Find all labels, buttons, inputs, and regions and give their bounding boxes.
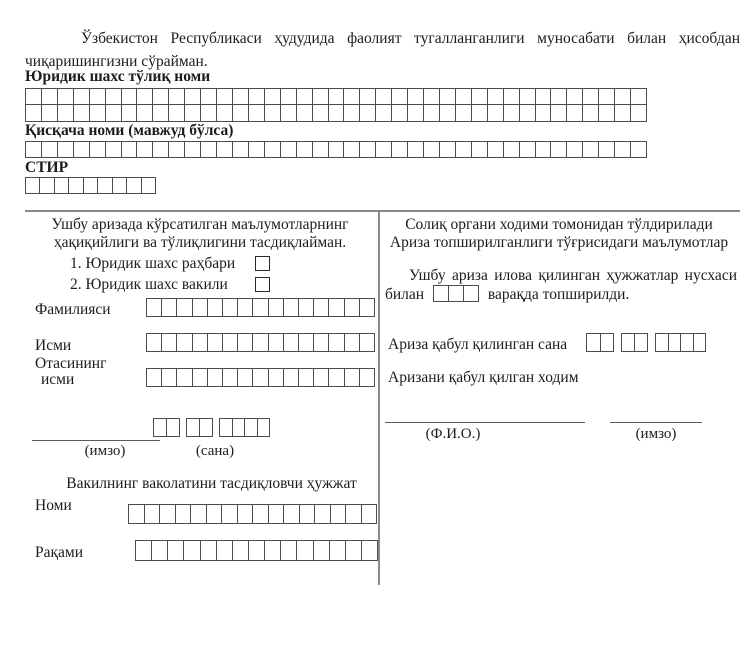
grid-cell[interactable] xyxy=(201,540,217,561)
grid-cell[interactable] xyxy=(223,368,238,387)
grid-cell[interactable] xyxy=(488,141,504,158)
representative-checkbox[interactable] xyxy=(255,277,270,292)
applicant-date-month-grid xyxy=(186,418,213,437)
grid-cell[interactable] xyxy=(58,88,74,105)
grid-cell[interactable] xyxy=(245,418,258,437)
applicant-signature-caption: (имзо) xyxy=(84,443,126,459)
given-name-grid xyxy=(146,333,375,352)
grid-cell[interactable] xyxy=(153,88,169,105)
grid-cell[interactable] xyxy=(185,88,201,105)
attachment-text-after: варақда топширилди. xyxy=(487,286,630,303)
grid-cell[interactable] xyxy=(583,88,599,105)
grid-cell[interactable] xyxy=(233,540,249,561)
grid-cell[interactable] xyxy=(376,105,392,122)
grid-cell[interactable] xyxy=(331,504,347,524)
grid-cell[interactable] xyxy=(193,298,208,317)
grid-cell[interactable] xyxy=(440,88,456,105)
stir-grid xyxy=(25,177,156,194)
grid-cell[interactable] xyxy=(208,368,223,387)
patronymic-label-line2: исми xyxy=(41,371,75,388)
grid-cell[interactable] xyxy=(233,418,246,437)
grid-cell[interactable] xyxy=(424,141,440,158)
stir-label: СТИР xyxy=(25,159,69,176)
grid-cell[interactable] xyxy=(106,105,122,122)
grid-cell[interactable] xyxy=(621,333,635,352)
full-name-grid-row-1 xyxy=(25,88,647,105)
doc-name-label: Номи xyxy=(35,497,72,514)
grid-cell[interactable] xyxy=(408,105,424,122)
grid-cell[interactable] xyxy=(135,540,152,561)
grid-cell[interactable] xyxy=(360,368,375,387)
grid-cell[interactable] xyxy=(74,105,90,122)
grid-cell[interactable] xyxy=(315,504,331,524)
grid-cell[interactable] xyxy=(297,105,313,122)
grid-cell[interactable] xyxy=(440,105,456,122)
grid-cell[interactable] xyxy=(362,540,378,561)
grid-cell[interactable] xyxy=(329,88,345,105)
grid-cell[interactable] xyxy=(360,141,376,158)
grid-cell[interactable] xyxy=(329,105,345,122)
grid-cell[interactable] xyxy=(253,504,269,524)
grid-cell[interactable] xyxy=(329,141,345,158)
grid-cell[interactable] xyxy=(162,333,177,352)
grid-cell[interactable] xyxy=(297,141,313,158)
grid-cell[interactable] xyxy=(599,105,615,122)
grid-cell[interactable] xyxy=(472,105,488,122)
grid-cell[interactable] xyxy=(635,333,648,352)
grid-cell[interactable] xyxy=(162,298,177,317)
grid-cell[interactable] xyxy=(185,141,201,158)
grid-cell[interactable] xyxy=(376,141,392,158)
grid-cell[interactable] xyxy=(168,540,184,561)
grid-cell[interactable] xyxy=(137,141,153,158)
grid-cell[interactable] xyxy=(191,504,207,524)
grid-cell[interactable] xyxy=(25,105,42,122)
grid-cell[interactable] xyxy=(313,141,329,158)
grid-cell[interactable] xyxy=(177,298,192,317)
grid-cell[interactable] xyxy=(281,105,297,122)
receipt-date-label: Ариза қабул қилинган сана xyxy=(388,336,568,353)
grid-cell[interactable] xyxy=(219,418,233,437)
grid-cell[interactable] xyxy=(223,333,238,352)
officer-fio-caption: (Ф.И.О.) xyxy=(425,426,481,442)
grid-cell[interactable] xyxy=(169,105,185,122)
section-divider xyxy=(25,210,740,212)
grid-cell[interactable] xyxy=(69,177,83,194)
grid-cell[interactable] xyxy=(345,333,360,352)
grid-cell[interactable] xyxy=(472,141,488,158)
grid-cell[interactable] xyxy=(300,504,316,524)
grid-cell[interactable] xyxy=(145,504,161,524)
grid-cell[interactable] xyxy=(297,540,313,561)
grid-cell[interactable] xyxy=(536,88,552,105)
grid-cell[interactable] xyxy=(193,368,208,387)
grid-cell[interactable] xyxy=(208,298,223,317)
grid-cell[interactable] xyxy=(329,298,344,317)
grid-cell[interactable] xyxy=(233,88,249,105)
given-name-label: Исми xyxy=(35,337,72,354)
option-representative-label: 2. Юридик шахс вакили xyxy=(70,276,228,293)
grid-cell[interactable] xyxy=(392,88,408,105)
grid-cell[interactable] xyxy=(329,333,344,352)
grid-cell[interactable] xyxy=(504,88,520,105)
grid-cell[interactable] xyxy=(269,333,284,352)
grid-cell[interactable] xyxy=(536,105,552,122)
grid-cell[interactable] xyxy=(193,333,208,352)
grid-cell[interactable] xyxy=(249,88,265,105)
grid-cell[interactable] xyxy=(314,333,329,352)
grid-cell[interactable] xyxy=(238,333,253,352)
grid-cell[interactable] xyxy=(360,105,376,122)
grid-cell[interactable] xyxy=(330,540,346,561)
grid-cell[interactable] xyxy=(233,141,249,158)
officer-signature-line[interactable] xyxy=(610,422,702,423)
surname-grid xyxy=(146,298,375,317)
patronymic-grid xyxy=(146,368,375,387)
grid-cell[interactable] xyxy=(345,368,360,387)
grid-cell[interactable] xyxy=(433,285,449,302)
grid-cell[interactable] xyxy=(583,105,599,122)
grid-cell[interactable] xyxy=(599,141,615,158)
grid-cell[interactable] xyxy=(74,88,90,105)
grid-cell[interactable] xyxy=(223,298,238,317)
receipt-date-month-grid xyxy=(621,333,648,352)
grid-cell[interactable] xyxy=(299,333,314,352)
grid-cell[interactable] xyxy=(313,88,329,105)
grid-cell[interactable] xyxy=(25,177,40,194)
grid-cell[interactable] xyxy=(284,368,299,387)
grid-cell[interactable] xyxy=(345,298,360,317)
grid-cell[interactable] xyxy=(424,88,440,105)
grid-cell[interactable] xyxy=(567,141,583,158)
grid-cell[interactable] xyxy=(122,141,138,158)
applicant-signature-line[interactable] xyxy=(32,440,160,441)
officer-signature-caption: (имзо) xyxy=(635,426,677,442)
grid-cell[interactable] xyxy=(314,368,329,387)
short-name-grid xyxy=(25,141,647,158)
grid-cell[interactable] xyxy=(297,88,313,105)
grid-cell[interactable] xyxy=(160,504,176,524)
grid-cell[interactable] xyxy=(440,141,456,158)
receipt-date-year-grid xyxy=(655,333,706,352)
grid-cell[interactable] xyxy=(456,141,472,158)
grid-cell[interactable] xyxy=(284,333,299,352)
grid-cell[interactable] xyxy=(551,88,567,105)
grid-cell[interactable] xyxy=(25,141,42,158)
grid-cell[interactable] xyxy=(217,105,233,122)
column-divider xyxy=(378,211,380,585)
grid-cell[interactable] xyxy=(314,298,329,317)
grid-cell[interactable] xyxy=(424,105,440,122)
grid-cell[interactable] xyxy=(42,88,58,105)
grid-cell[interactable] xyxy=(253,368,268,387)
grid-cell[interactable] xyxy=(207,504,223,524)
grid-cell[interactable] xyxy=(694,333,707,352)
grid-cell[interactable] xyxy=(567,88,583,105)
grid-cell[interactable] xyxy=(281,88,297,105)
grid-cell[interactable] xyxy=(58,105,74,122)
full-name-label: Юридик шахс тўлиқ номи xyxy=(25,68,211,85)
grid-cell[interactable] xyxy=(376,88,392,105)
grid-cell[interactable] xyxy=(472,88,488,105)
grid-cell[interactable] xyxy=(113,177,127,194)
patronymic-label-line1: Отасининг xyxy=(35,355,107,372)
grid-cell[interactable] xyxy=(201,141,217,158)
grid-cell[interactable] xyxy=(392,105,408,122)
confirmation-statement-line1: Ушбу аризада кўрсатилган маълумотларнинг xyxy=(51,216,349,233)
full-name-grid xyxy=(25,88,647,122)
grid-cell[interactable] xyxy=(222,504,238,524)
grid-cell[interactable] xyxy=(269,504,285,524)
grid-cell[interactable] xyxy=(152,540,168,561)
grid-cell[interactable] xyxy=(601,333,615,352)
grid-cell[interactable] xyxy=(169,88,185,105)
full-name-grid-row-2 xyxy=(25,105,647,122)
grid-cell[interactable] xyxy=(238,368,253,387)
grid-cell[interactable] xyxy=(90,105,106,122)
grid-cell[interactable] xyxy=(122,105,138,122)
grid-cell[interactable] xyxy=(200,418,213,437)
grid-cell[interactable] xyxy=(631,105,647,122)
grid-cell[interactable] xyxy=(233,105,249,122)
grid-cell[interactable] xyxy=(25,88,42,105)
grid-cell[interactable] xyxy=(346,540,362,561)
grid-cell[interactable] xyxy=(146,298,162,317)
grid-cell[interactable] xyxy=(504,105,520,122)
grid-cell[interactable] xyxy=(346,504,362,524)
grid-cell[interactable] xyxy=(615,105,631,122)
grid-cell[interactable] xyxy=(456,105,472,122)
grid-cell[interactable] xyxy=(615,141,631,158)
grid-cell[interactable] xyxy=(167,418,180,437)
officer-label: Аризани қабул қилган ходим xyxy=(388,369,579,386)
officer-fio-line[interactable] xyxy=(385,422,585,423)
receipt-date-day-grid xyxy=(586,333,614,352)
grid-cell[interactable] xyxy=(599,88,615,105)
grid-cell[interactable] xyxy=(249,141,265,158)
grid-cell[interactable] xyxy=(269,368,284,387)
grid-cell[interactable] xyxy=(42,105,58,122)
grid-cell[interactable] xyxy=(146,368,162,387)
grid-cell[interactable] xyxy=(449,285,464,302)
grid-cell[interactable] xyxy=(360,333,375,352)
intro-paragraph: Ўзбекистон Республикаси ҳудудида фаолият тугалланганлиги муносабати билан ҳисобдан чиқаришингизни сўрайман. xyxy=(25,30,740,70)
grid-cell[interactable] xyxy=(456,88,472,105)
grid-cell[interactable] xyxy=(392,141,408,158)
grid-cell[interactable] xyxy=(177,368,192,387)
grid-cell[interactable] xyxy=(344,105,360,122)
grid-cell[interactable] xyxy=(74,141,90,158)
grid-cell[interactable] xyxy=(169,141,185,158)
grid-cell[interactable] xyxy=(536,141,552,158)
grid-cell[interactable] xyxy=(177,333,192,352)
surname-label: Фамилияси xyxy=(35,301,111,318)
confirmation-statement-line2: ҳақиқийлиги ва тўлиқлигини тасдиқлайман. xyxy=(53,234,347,251)
grid-cell[interactable] xyxy=(520,88,536,105)
director-checkbox[interactable] xyxy=(255,256,270,271)
grid-cell[interactable] xyxy=(258,418,271,437)
grid-cell[interactable] xyxy=(464,285,479,302)
applicant-date-caption: (сана) xyxy=(195,443,235,459)
grid-cell[interactable] xyxy=(681,333,694,352)
grid-cell[interactable] xyxy=(42,141,58,158)
grid-cell[interactable] xyxy=(253,333,268,352)
applicant-date-year-grid xyxy=(219,418,270,437)
office-heading-line2: Ариза топширилганлиги тўғрисидаги маълумотлар xyxy=(389,234,729,251)
grid-cell[interactable] xyxy=(567,105,583,122)
grid-cell[interactable] xyxy=(208,333,223,352)
grid-cell[interactable] xyxy=(314,540,330,561)
grid-cell[interactable] xyxy=(217,540,233,561)
grid-cell[interactable] xyxy=(655,333,669,352)
grid-cell[interactable] xyxy=(84,177,98,194)
grid-cell[interactable] xyxy=(238,298,253,317)
grid-cell[interactable] xyxy=(40,177,54,194)
grid-cell[interactable] xyxy=(186,418,200,437)
grid-cell[interactable] xyxy=(265,540,281,561)
grid-cell[interactable] xyxy=(153,141,169,158)
grid-cell[interactable] xyxy=(329,368,344,387)
grid-cell[interactable] xyxy=(153,105,169,122)
option-director-label: 1. Юридик шахс раҳбари xyxy=(70,255,236,272)
grid-cell[interactable] xyxy=(313,105,329,122)
grid-cell[interactable] xyxy=(520,105,536,122)
grid-cell[interactable] xyxy=(615,88,631,105)
grid-cell[interactable] xyxy=(122,88,138,105)
grid-cell[interactable] xyxy=(217,88,233,105)
applicant-date-day-grid xyxy=(153,418,180,437)
grid-cell[interactable] xyxy=(142,177,156,194)
grid-cell[interactable] xyxy=(344,88,360,105)
grid-cell[interactable] xyxy=(146,333,162,352)
grid-cell[interactable] xyxy=(551,105,567,122)
grid-cell[interactable] xyxy=(217,141,233,158)
grid-cell[interactable] xyxy=(176,504,192,524)
office-heading-line1: Солиқ органи ходими томонидан тўлдирилади xyxy=(405,216,713,233)
attachment-note xyxy=(385,266,737,304)
rep-doc-title: Вакилнинг ваколатини тасдиқловчи ҳужжат xyxy=(66,475,357,492)
grid-cell[interactable] xyxy=(265,88,281,105)
grid-cell[interactable] xyxy=(249,105,265,122)
grid-cell[interactable] xyxy=(284,298,299,317)
grid-cell[interactable] xyxy=(98,177,112,194)
doc-number-grid xyxy=(135,540,378,561)
grid-cell[interactable] xyxy=(153,418,167,437)
grid-cell[interactable] xyxy=(284,504,300,524)
grid-cell[interactable] xyxy=(162,368,177,387)
attachment-text-before: Ушбу ариза илова қилинган ҳужжатлар нусхаси билан xyxy=(385,267,737,303)
grid-cell[interactable] xyxy=(520,141,536,158)
grid-cell[interactable] xyxy=(184,540,200,561)
grid-cell[interactable] xyxy=(360,88,376,105)
sheets-count-grid xyxy=(433,285,479,302)
grid-cell[interactable] xyxy=(128,504,145,524)
short-name-label: Қисқача номи (мавжуд бўлса) xyxy=(25,122,234,139)
grid-cell[interactable] xyxy=(299,298,314,317)
grid-cell[interactable] xyxy=(299,368,314,387)
grid-cell[interactable] xyxy=(127,177,141,194)
grid-cell[interactable] xyxy=(238,504,254,524)
grid-cell[interactable] xyxy=(281,141,297,158)
grid-cell[interactable] xyxy=(269,298,284,317)
grid-cell[interactable] xyxy=(249,540,265,561)
grid-cell[interactable] xyxy=(90,88,106,105)
grid-cell[interactable] xyxy=(55,177,69,194)
grid-cell[interactable] xyxy=(488,105,504,122)
grid-cell[interactable] xyxy=(631,141,647,158)
grid-cell[interactable] xyxy=(265,141,281,158)
grid-cell[interactable] xyxy=(344,141,360,158)
grid-cell[interactable] xyxy=(488,88,504,105)
grid-cell[interactable] xyxy=(137,88,153,105)
grid-cell[interactable] xyxy=(201,105,217,122)
grid-cell[interactable] xyxy=(669,333,682,352)
grid-cell[interactable] xyxy=(583,141,599,158)
grid-cell[interactable] xyxy=(253,298,268,317)
grid-cell[interactable] xyxy=(551,141,567,158)
grid-cell[interactable] xyxy=(106,141,122,158)
grid-cell[interactable] xyxy=(631,88,647,105)
grid-cell[interactable] xyxy=(185,105,201,122)
grid-cell[interactable] xyxy=(586,333,601,352)
grid-cell[interactable] xyxy=(362,504,378,524)
grid-cell[interactable] xyxy=(408,141,424,158)
grid-cell[interactable] xyxy=(201,88,217,105)
grid-cell[interactable] xyxy=(281,540,297,561)
doc-name-grid xyxy=(128,504,377,524)
grid-cell[interactable] xyxy=(408,88,424,105)
grid-cell[interactable] xyxy=(90,141,106,158)
grid-cell[interactable] xyxy=(58,141,74,158)
grid-cell[interactable] xyxy=(360,298,375,317)
grid-cell[interactable] xyxy=(504,141,520,158)
grid-cell[interactable] xyxy=(265,105,281,122)
doc-number-label: Рақами xyxy=(35,544,84,561)
grid-cell[interactable] xyxy=(137,105,153,122)
grid-cell[interactable] xyxy=(106,88,122,105)
